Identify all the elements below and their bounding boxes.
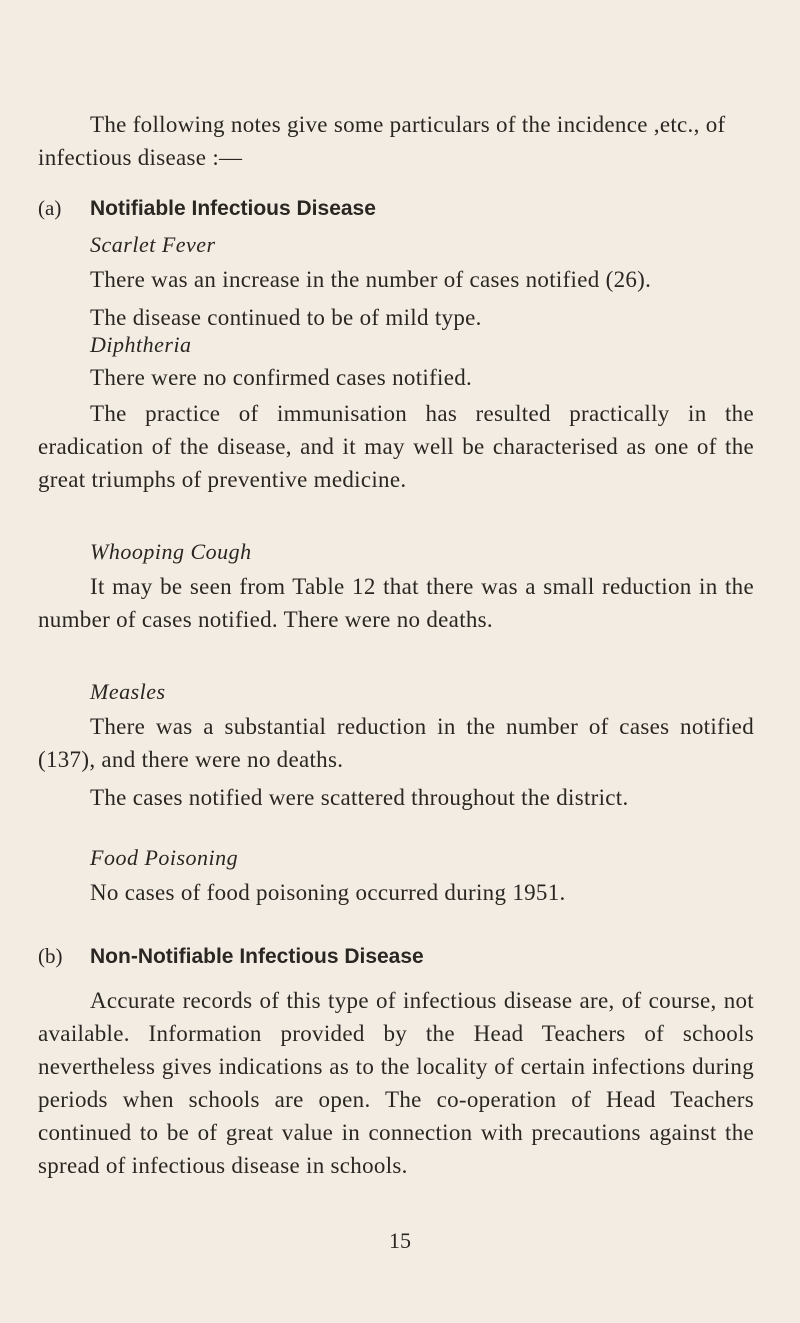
food-poisoning-title: Food Poisoning (90, 845, 239, 870)
diphtheria-title: Diphtheria (90, 332, 192, 357)
diphtheria-para-1: There were no confirmed cases notified. (90, 365, 473, 390)
section-b-title: Non-Notifiable Infectious Disease (90, 945, 424, 968)
section-a-heading (38, 194, 758, 223)
whooping-cough-para-1: It may be seen from Table 12 that there was a small reduction in the number of cases notified. There were no deaths. (38, 574, 754, 632)
measles-para-2: The cases notified were scattered throughout the district. (90, 785, 629, 810)
measles-para-1: There was a substantial reduction in the number of cases notified (137), and there were no deaths. (38, 714, 754, 772)
section-a-letter: (a) (38, 196, 62, 220)
section-b-heading (38, 942, 758, 971)
section-a-title: Notifiable Infectious Disease (90, 197, 376, 220)
whooping-cough-title: Whooping Cough (90, 539, 252, 564)
section-b-letter: (b) (38, 944, 63, 968)
scarlet-fever-title: Scarlet Fever (90, 232, 216, 257)
diphtheria-para-2: The practice of immunisation has resulted practically in the eradication of the disease, and it may well be characterised as one of the great triumphs of preventive medicine. (38, 401, 754, 492)
measles-title: Measles (90, 679, 166, 704)
intro-paragraph: The following notes give some particulars of the incidence ,etc., of infectious disease :— (38, 112, 726, 170)
section-b-para-1: Accurate records of this type of infectious disease are, of course, not available. Information provided by the Head Teachers of schools nevertheless gives indications as to the locality of certain infections during periods when schools are open. The co-operation of Head Teachers continued to be of great value in connection with precautions against the spread of infectious disease in schools. (38, 988, 754, 1178)
page-number: 15 (389, 1228, 411, 1253)
food-poisoning-para-1: No cases of food poisoning occurred during 1951. (90, 880, 566, 905)
scarlet-fever-para-1: There was an increase in the number of cases notified (26). (90, 267, 652, 292)
scarlet-fever-para-2: The disease continued to be of mild type. (90, 305, 482, 330)
